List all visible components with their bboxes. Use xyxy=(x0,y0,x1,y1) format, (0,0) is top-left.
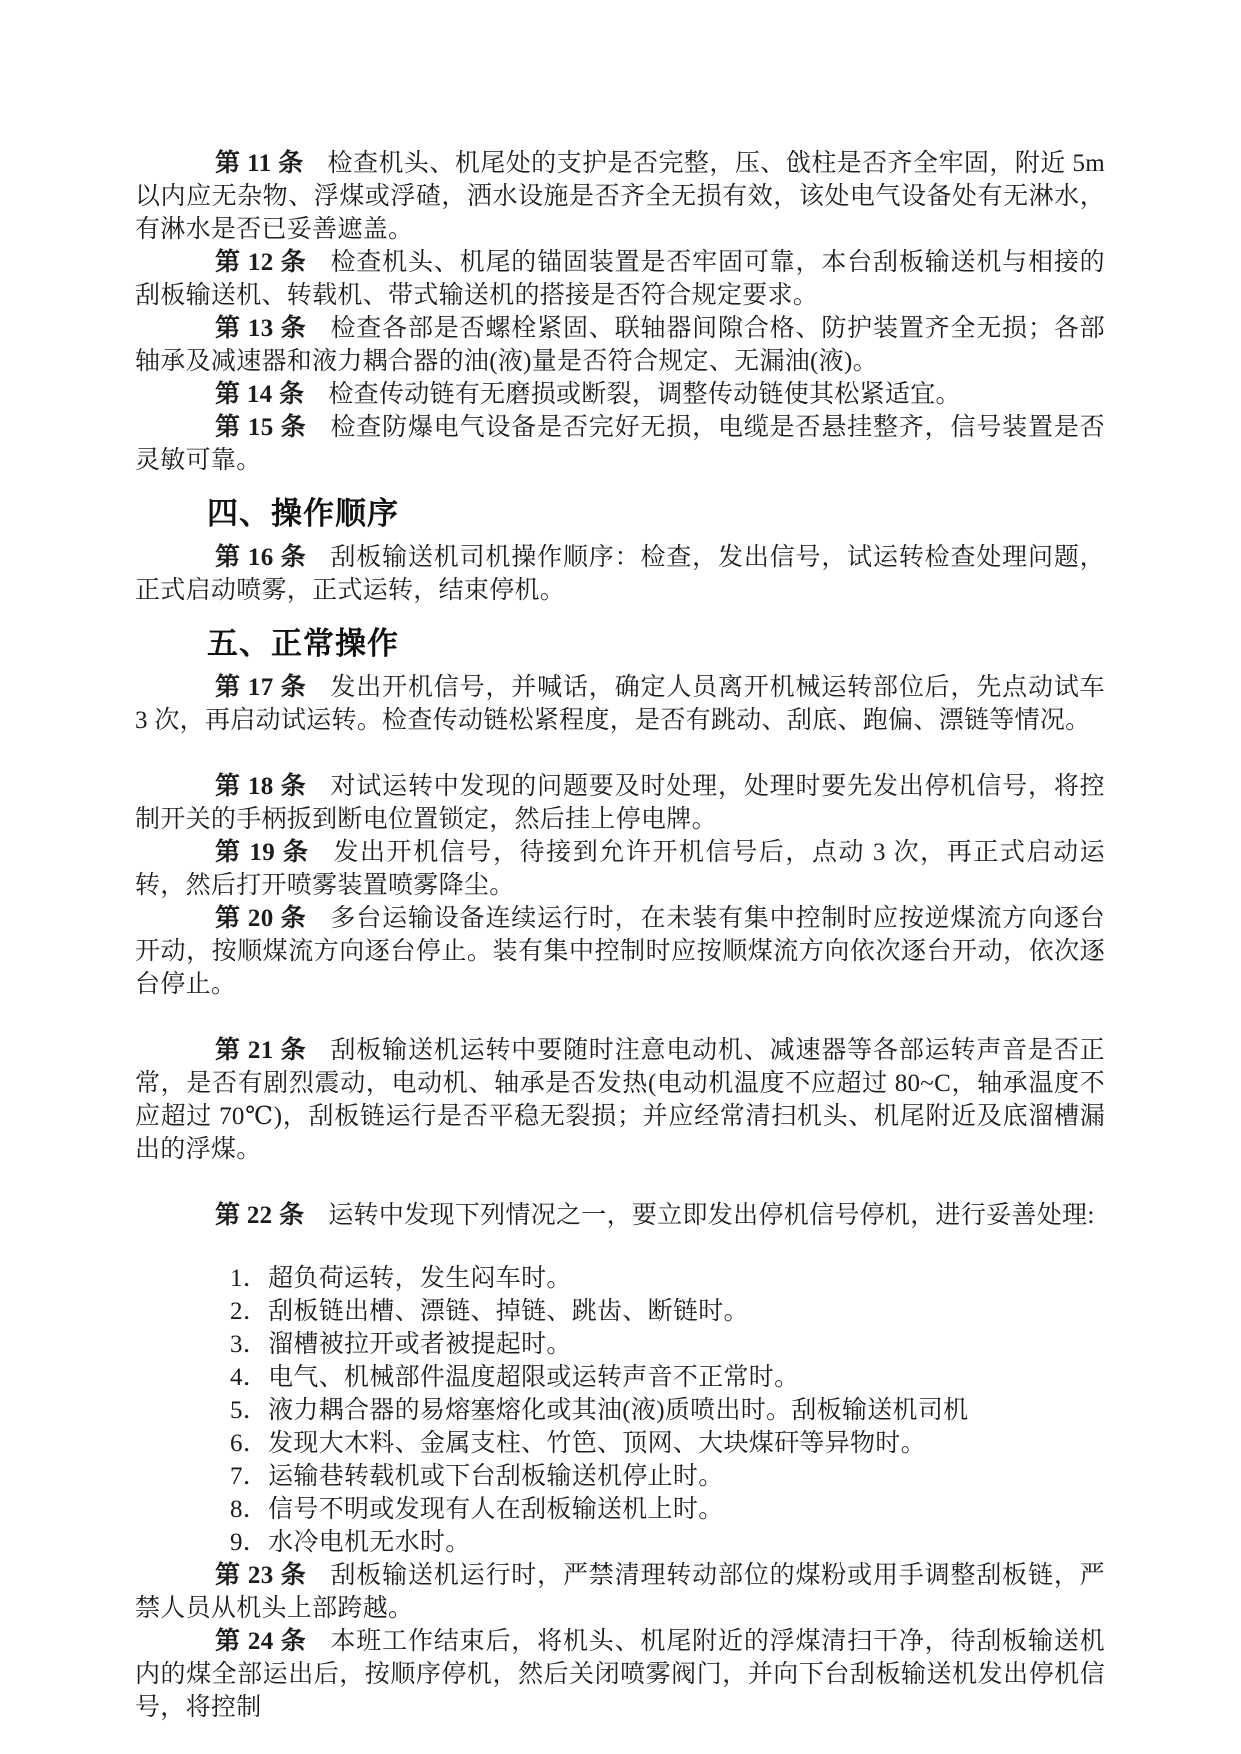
article-24-text: 本班工作结束后，将机头、机尾附近的浮煤清扫干净，待刮板输送机内的煤全部运出后，按顺序停机，然后关闭喷雾阀门，并向下台刮板输送机发出停机信号，将控制 xyxy=(135,1628,1105,1721)
article-16-label: 第 16 条 xyxy=(215,544,307,571)
article-13-text: 检查各部是否螺栓紧固、联轴器间隙合格、防护装置齐全无损；各部轴承及减速器和液力耦合器的油(液)量是否符合规定、无漏油(液)。 xyxy=(135,315,1105,375)
article-21-label: 第 21 条 xyxy=(215,1037,307,1064)
stop-condition-item: 7．运输巷转载机或下台刮板输送机停止时。 xyxy=(230,1463,724,1490)
article-11-label: 第 11 条 xyxy=(215,150,304,177)
article-17-text: 发出开机信号，并喊话，确定人员离开机械运转部位后，先点动试车 3 次，再启动试运转。检查传动链松紧程度，是否有跳动、刮底、跑偏、漂链等情况。 xyxy=(135,674,1105,734)
article-15-text: 检查防爆电气设备是否完好无损，电缆是否悬挂整齐，信号装置是否灵敏可靠。 xyxy=(135,414,1105,474)
article-12-label: 第 12 条 xyxy=(215,249,307,276)
stop-condition-item: 8．信号不明或发现有人在刮板输送机上时。 xyxy=(230,1496,724,1523)
article-21-paragraph xyxy=(135,1034,1105,1166)
stop-condition-item: 5．液力耦合器的易熔塞熔化或其油(液)质喷出时。刮板输送机司机 xyxy=(230,1397,969,1424)
article-14-label: 第 14 条 xyxy=(215,381,305,408)
article-18-label: 第 18 条 xyxy=(215,773,307,800)
article-19-paragraph xyxy=(135,836,1105,902)
article-14-paragraph xyxy=(135,378,1105,411)
article-18-paragraph xyxy=(135,770,1105,836)
section-4-heading: 四、操作顺序 xyxy=(207,496,399,531)
article-15-paragraph xyxy=(135,411,1105,477)
article-20-paragraph xyxy=(135,902,1105,1001)
article-11-paragraph xyxy=(135,147,1105,246)
section-5-heading: 五、正常操作 xyxy=(207,626,399,661)
article-19-label: 第 19 条 xyxy=(215,839,310,866)
stop-condition-item: 4．电气、机械部件温度超限或运转声音不正常时。 xyxy=(230,1364,800,1391)
article-22-label: 第 22 条 xyxy=(215,1202,305,1229)
article-13-paragraph xyxy=(135,312,1105,378)
article-14-text: 检查传动链有无磨损或断裂，调整传动链使其松紧适宜。 xyxy=(328,381,961,408)
article-20-label: 第 20 条 xyxy=(215,905,307,932)
article-23-label: 第 23 条 xyxy=(215,1562,307,1589)
article-22-text: 运转中发现下列情况之一，要立即发出停机信号停机，进行妥善处理: xyxy=(328,1202,1095,1229)
article-13-label: 第 13 条 xyxy=(215,315,307,342)
article-12-text: 检查机头、机尾的锚固装置是否牢固可靠，本台刮板输送机与相接的刮板输送机、转载机、带式输送机的搭接是否符合规定要求。 xyxy=(135,249,1105,309)
article-16-text: 刮板输送机司机操作顺序：检查，发出信号，试运转检查处理问题，正式启动喷雾，正式运转，结束停机。 xyxy=(135,544,1105,604)
stop-condition-item: 6．发现大木料、金属支柱、竹笆、顶网、大块煤矸等异物时。 xyxy=(230,1430,926,1457)
article-22-paragraph xyxy=(135,1199,1105,1232)
article-21-text: 刮板输送机运转中要随时注意电动机、减速器等各部运转声音是否正常，是否有剧烈震动，电动机、轴承是否发热(电动机温度不应超过 80~C，轴承温度不应超过 70℃)，刮板链运行是否平稳无裂损；并应经常清扫机头、机尾附近及底溜槽漏出的浮煤。 xyxy=(135,1037,1105,1163)
stop-condition-item: 2．刮板链出槽、漂链、掉链、跳齿、断链时。 xyxy=(230,1298,749,1325)
stop-condition-item: 9．水冷电机无水时。 xyxy=(230,1529,471,1556)
article-17-paragraph xyxy=(135,671,1105,737)
stop-conditions-list xyxy=(135,1262,1105,1559)
stop-condition-item: 3．溜槽被拉开或者被提起时。 xyxy=(230,1331,572,1358)
article-24-label: 第 24 条 xyxy=(215,1628,307,1655)
article-12-paragraph xyxy=(135,246,1105,312)
article-11-text: 检查机头、机尾处的支护是否完整，压、戗柱是否齐全牢固，附近 5m 以内应无杂物、浮煤或浮碴，洒水设施是否齐全无损有效，该处电气设备处有无淋水，有淋水是否已妥善遮盖。 xyxy=(135,150,1105,243)
article-23-text: 刮板输送机运行时，严禁清理转动部位的煤粉或用手调整刮板链，严禁人员从机头上部跨越。 xyxy=(135,1562,1105,1622)
article-19-text: 发出开机信号，待接到允许开机信号后，点动 3 次，再正式启动运转，然后打开喷雾装置喷雾降尘。 xyxy=(135,839,1105,899)
article-23-paragraph xyxy=(135,1559,1105,1625)
article-20-text: 多台运输设备连续运行时，在未装有集中控制时应按逆煤流方向逐台开动，按顺煤流方向逐台停止。装有集中控制时应按顺煤流方向依次逐台开动，依次逐台停止。 xyxy=(135,905,1105,998)
stop-condition-item: 1．超负荷运转，发生闷车时。 xyxy=(230,1265,572,1292)
article-15-label: 第 15 条 xyxy=(215,414,307,441)
article-24-paragraph xyxy=(135,1625,1105,1724)
article-18-text: 对试运转中发现的问题要及时处理，处理时要先发出停机信号，将控制开关的手柄扳到断电位置锁定，然后挂上停电牌。 xyxy=(135,773,1105,833)
article-17-label: 第 17 条 xyxy=(215,674,307,701)
article-16-paragraph xyxy=(135,541,1105,607)
